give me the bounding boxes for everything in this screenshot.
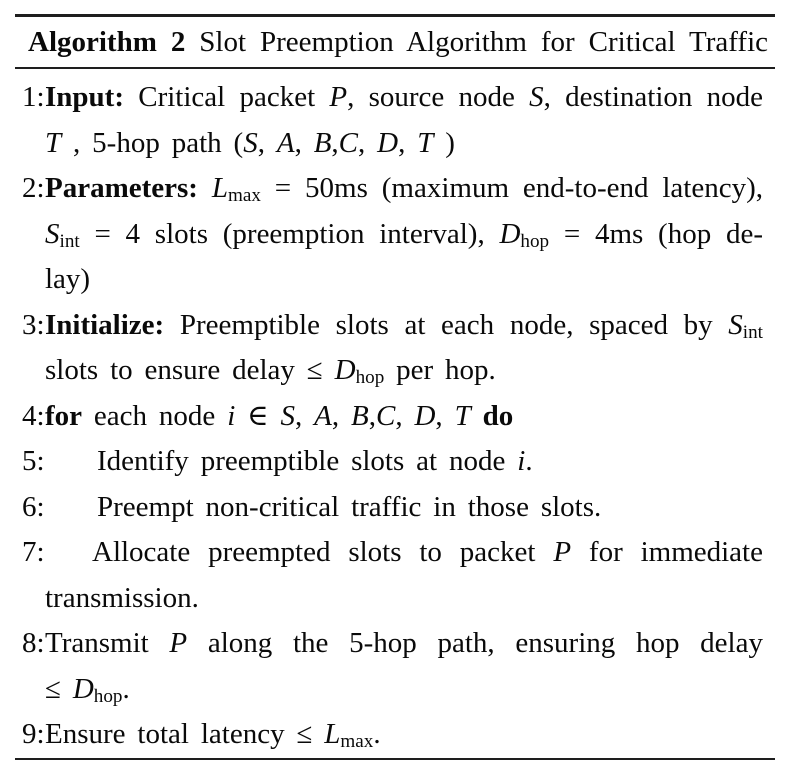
step-2-row-2: $S_{int} = 4$ slots (preemption interval), $D_{hop} = 4ms$ (hop de- — [45, 217, 763, 252]
algorithm-step-8 — [22, 621, 763, 712]
step-9-row-1: Ensure total latency ≤ $L_{max}$. — [45, 718, 381, 753]
step-7-row-1: Allocate preempted slots to packet P for immediate — [92, 536, 763, 569]
step-5-row-1: Identify preemptible slots at node i. — [97, 445, 533, 478]
step-2-row-1: Parameters: $L_{max} = 50ms$ (maximum end-to-end latency), — [45, 172, 763, 207]
algorithm-step-6 — [22, 485, 763, 531]
algorithm-step-9 — [22, 712, 763, 758]
line-number: 3: — [22, 308, 45, 341]
step-3-row-2: slots to ensure delay ≤ $D_{hop}$ per hop. — [45, 354, 496, 389]
step-1-row-1: Input: Critical packet P, source node S, destination node — [45, 81, 763, 114]
step-4-row-1: for each node i ∈ S, A, B,C, D, T do — [45, 399, 514, 432]
line-number: 4: — [22, 399, 45, 432]
step-7-row-2: transmission. — [45, 581, 199, 614]
algorithm-step-2 — [22, 166, 763, 303]
line-number: 7: — [22, 536, 45, 569]
algorithm-step-1 — [22, 75, 763, 166]
algorithm-box — [0, 14, 787, 779]
step-1-row-2: T , 5-hop path (S, A, B,C, D, T ) — [45, 126, 455, 159]
step-6-row-1: Preempt non-critical traffic in those slots. — [97, 490, 602, 523]
algorithm-step-4 — [22, 394, 763, 440]
algorithm-title: Algorithm 2 Slot Preemption Algorithm for Critical Traffic — [28, 25, 768, 58]
step-8-row-1: Transmit P along the 5-hop path, ensuring hop delay — [45, 627, 763, 660]
algorithm-body — [22, 69, 763, 758]
line-number: 9: — [22, 718, 45, 751]
algorithm-step-7 — [22, 530, 763, 621]
line-number: 1: — [22, 81, 45, 114]
algorithm-step-3 — [22, 303, 763, 394]
bottom-rule — [15, 758, 775, 761]
line-number: 5: — [22, 445, 45, 478]
step-8-row-2: ≤ $D_{hop}$. — [45, 672, 130, 707]
line-number: 8: — [22, 627, 45, 660]
step-2-row-3: lay) — [45, 263, 91, 296]
algorithm-step-5 — [22, 439, 763, 485]
step-3-row-1: Initialize: Preemptible slots at each node, spaced by $S_{int}$ — [45, 308, 763, 343]
line-number: 6: — [22, 490, 45, 523]
line-number: 2: — [22, 172, 45, 205]
